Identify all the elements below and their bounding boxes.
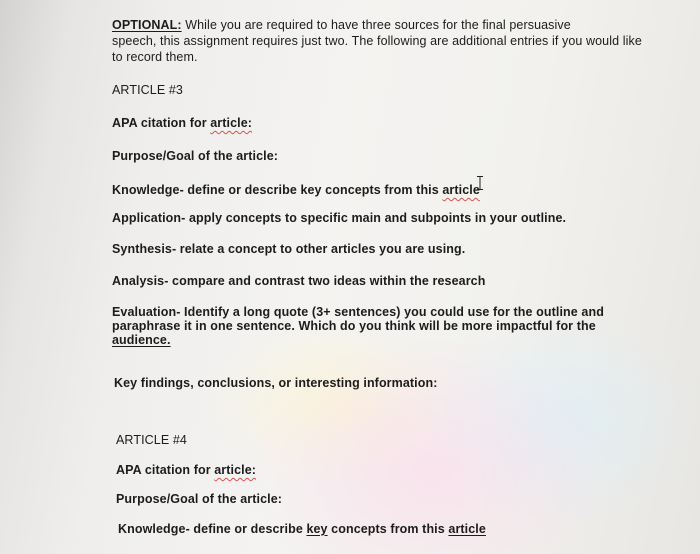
article-3-apa-citation	[112, 116, 252, 130]
apa-citation-label: APA citation for	[112, 116, 211, 130]
apa-citation-label: APA citation for	[116, 463, 215, 477]
article-3-evaluation-1: Evaluation- Identify a long quote (3+ sentences) you could use for the outline and	[112, 305, 604, 319]
knowledge-middle: concepts from this	[327, 522, 449, 536]
optional-text-1: While you are required to have three sources for the final persuasive	[185, 18, 571, 32]
apa-citation-article-word: article:	[214, 463, 257, 477]
optional-line-3: to record them.	[112, 50, 198, 64]
article-3-application: Application- apply concepts to specific main and subpoints in your outline.	[112, 211, 567, 225]
article-3-purpose: Purpose/Goal of the article:	[112, 149, 279, 163]
article-4-apa-citation	[116, 463, 256, 477]
article-3-evaluation-3: audience.	[112, 333, 171, 347]
knowledge-label: Knowledge- define or describe	[118, 522, 307, 536]
apa-citation-article-word: article:	[210, 116, 253, 130]
article-3-knowledge	[112, 180, 483, 197]
knowledge-article-word: article	[448, 522, 486, 536]
knowledge-key-word: key	[306, 522, 328, 536]
optional-line-2: speech, this assignment requires just two. The following are additional entries if you would like	[112, 34, 642, 48]
article-4-knowledge	[118, 522, 486, 536]
article-3-heading: ARTICLE #3	[112, 83, 183, 97]
article-4-heading: ARTICLE #4	[116, 433, 187, 447]
article-3-analysis: Analysis- compare and contrast two ideas within the research	[112, 274, 486, 288]
knowledge-article-word: article	[442, 183, 480, 197]
article-3-synthesis: Synthesis- relate a concept to other articles you are using.	[112, 242, 466, 256]
optional-line-1	[112, 18, 571, 32]
article-3-key-findings: Key findings, conclusions, or interesting information:	[114, 376, 438, 390]
article-3-evaluation-2: paraphrase it in one sentence. Which do you think will be more impactful for the	[112, 319, 596, 333]
article-4-purpose: Purpose/Goal of the article:	[116, 492, 283, 506]
text-cursor-icon	[477, 176, 483, 190]
knowledge-label: Knowledge- define or describe key concepts from this	[112, 183, 443, 197]
optional-label: OPTIONAL:	[112, 18, 182, 32]
